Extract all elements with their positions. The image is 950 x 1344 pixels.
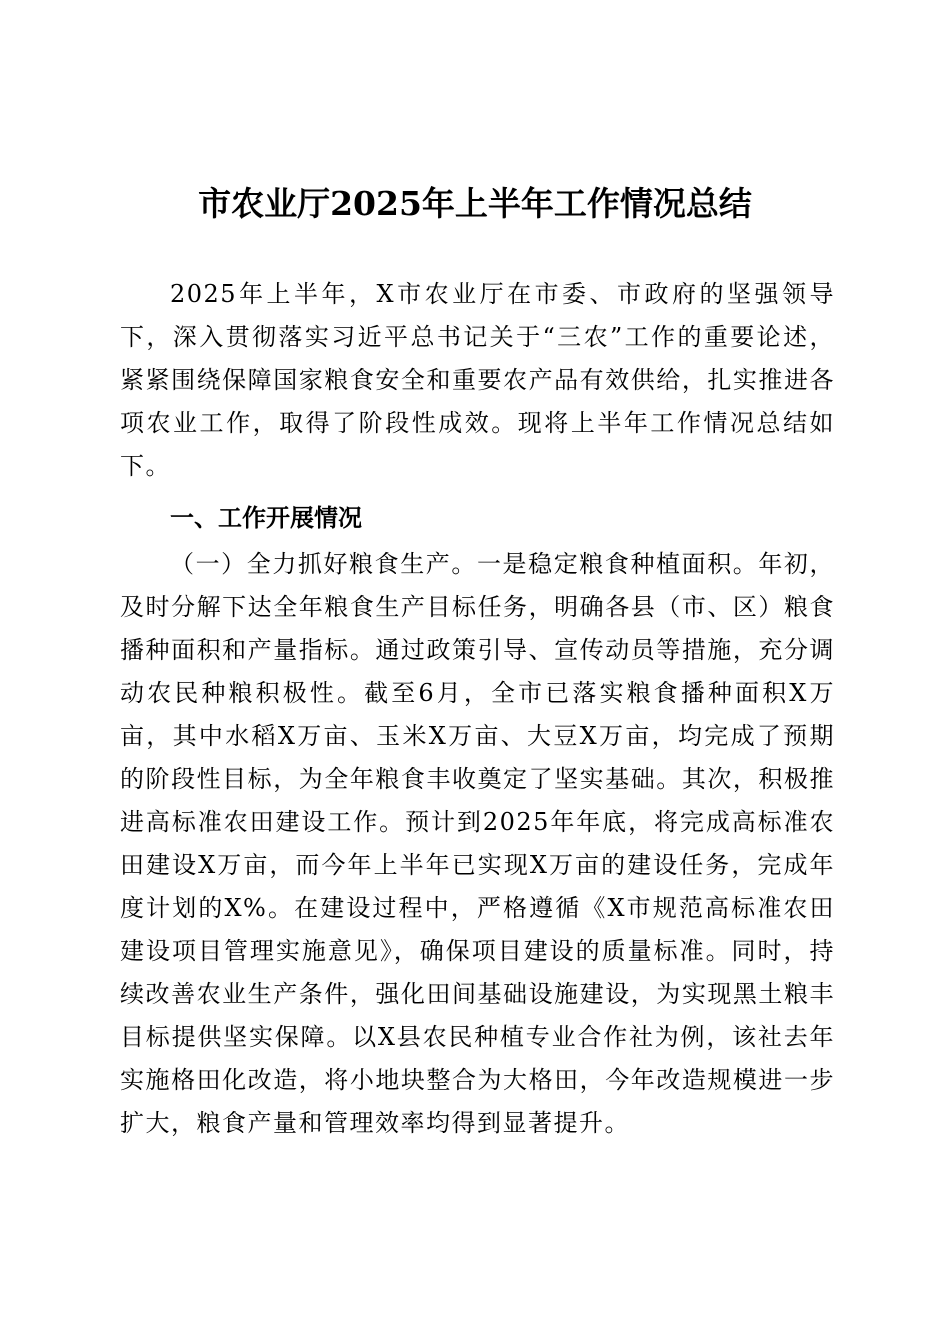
section-heading: 一、工作开展情况 [170,504,362,532]
intro-paragraph: 2025年上半年，X市农业厅在市委、市政府的坚强领导下，深入贯彻落实习近平总书记关于“三农”工作的重要论述，紧紧围绕保障国家粮食安全和重要农产品有效供给，扎实推进各项农业工作，取得了阶段性成效。现将上半年工作情况总结如下。 [120,280,835,480]
document-title: 市农业厅2025年上半年工作情况总结 [198,184,752,223]
subsection-heading: （一）全力抓好粮食生产。 [170,550,477,578]
body-paragraph [120,543,835,1145]
subsection-text: 一是稳定粮食种植面积。年初，及时分解下达全年粮食生产目标任务，明确各县（市、区）粮食播种面积和产量指标。通过政策引导、宣传动员等措施，充分调动农民种粮积极性。截至6月，全市已落实粮食播种面积X万亩，其中水稻X万亩、玉米X万亩、大豆X万亩，均完成了预期的阶段性目标，为全年粮食丰收奠定了坚实基础。其次，积极推进高标准农田建设工作。预计到2025年年底，将完成高标准农田建设X万亩，而今年上半年已实现X万亩的建设任务，完成年度计划的X%。在建设过程中，严格遵循《X市规范高标准农田建设项目管理实施意见》，确保项目建设的质量标准。同时，持续改善农业生产条件，强化田间基础设施建设，为实现黑土粮丰目标提供坚实保障。以X县农民种植专业合作社为例，该社去年实施格田化改造，将小地块整合为大格田，今年改造规模进一步扩大，粮食产量和管理效率均得到显著提升。 [120,550,836,1137]
